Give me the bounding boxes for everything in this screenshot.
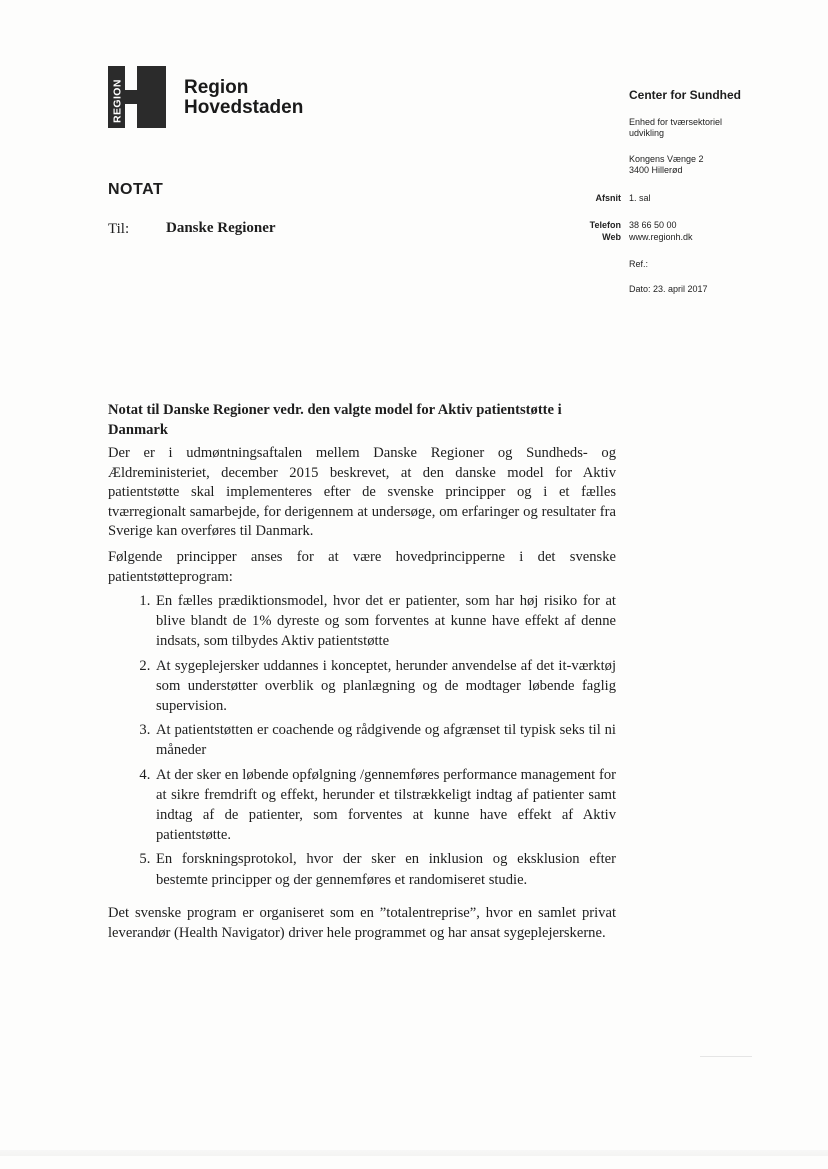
telefon-value: 38 66 50 00 [629, 220, 677, 230]
sender-unit-line2: udvikling [629, 128, 665, 138]
telefon-label: Telefon [589, 220, 621, 230]
logo-name-line1: Region [184, 77, 249, 98]
paragraph-principles-intro: Følgende principper anses for at være hovedprincipperne i det svenske patientstøtteprogram: [108, 549, 616, 585]
logo-name-line2: Hovedstaden [184, 97, 304, 118]
sender-address [629, 154, 704, 176]
paragraph-intro: Der er i udmøntningsaftalen mellem Danske Regioner og Sundheds- og Ældreministeriet, december 2015 beskrevet, at den danske model for Aktiv patientstøtte skal implementeres efter de svenske principper og i et fælles tværregionalt samarbejde, for derigennem at undersøge, om erfaringer og resultater fra Sverige kan overføres til Danmark. [108, 445, 616, 540]
sender-unit-line1: Enhed for tværsektoriel [629, 117, 723, 127]
memo-heading: Notat til Danske Regioner vedr. den valgte model for Aktiv patientstøtte i Danmark [108, 402, 562, 438]
til-label: Til: [108, 221, 130, 237]
sender-center: Center for Sundhed [629, 88, 742, 102]
scan-edge [0, 1150, 828, 1156]
web-value: www.regionh.dk [629, 232, 693, 242]
region-hovedstaden-logo-mark [108, 66, 166, 128]
list-item: 1. En fælles prædiktionsmodel, hvor det er patienter, som har høj risiko for at blive blandt de 1% dyreste og som forventes at kunne have effekt af denne indsats, som tilbydes Aktiv patientstøtte [154, 591, 616, 652]
recipient-name: Danske Regioner [166, 220, 276, 236]
web-label: Web [602, 232, 621, 242]
principles-list [108, 591, 616, 894]
logo-name [184, 78, 303, 118]
afsnit-value: 1. sal [629, 193, 651, 203]
list-item: 3. At patientstøtten er coachende og rådgivende og afgrænset til typisk seks til ni måneder [154, 720, 616, 760]
doc-type-title: NOTAT [108, 181, 164, 198]
afsnit-label: Afsnit [595, 193, 621, 203]
list-item: 4. At der sker en løbende opfølgning /gennemføres performance management for at sikre fremdrift og effekt, herunder et tilstrækkeligt indtag af patienter samt indtag af de patienter, som forventes at kunne have effekt af Aktiv patientstøtte. [154, 765, 616, 846]
list-item: 5. En forskningsprotokol, hvor der sker en inklusion og eksklusion efter bestemte principper og der gennemføres et randomiseret studie. [154, 849, 616, 889]
sender-address-line2: 3400 Hillerød [629, 165, 683, 175]
ref-line: Ref.: [629, 259, 649, 269]
sender-unit [629, 117, 722, 139]
paragraph-organisation: Det svenske program er organiseret som en ”totalentreprise”, hvor en samlet privat leverandør (Health Navigator) driver hele programmet og har ansat sygeplejerskerne. [108, 905, 616, 941]
date-line: Dato: 23. april 2017 [629, 284, 708, 294]
sender-address-line1: Kongens Vænge 2 [629, 154, 704, 164]
logo-vertical-text: REGION [111, 79, 124, 123]
list-item: 2. At sygeplejersker uddannes i konceptet, herunder anvendelse af det it-værktøj som understøtter overblik og planlægning og de modtager løbende faglig supervision. [154, 656, 616, 717]
scan-artifact [700, 1056, 752, 1057]
